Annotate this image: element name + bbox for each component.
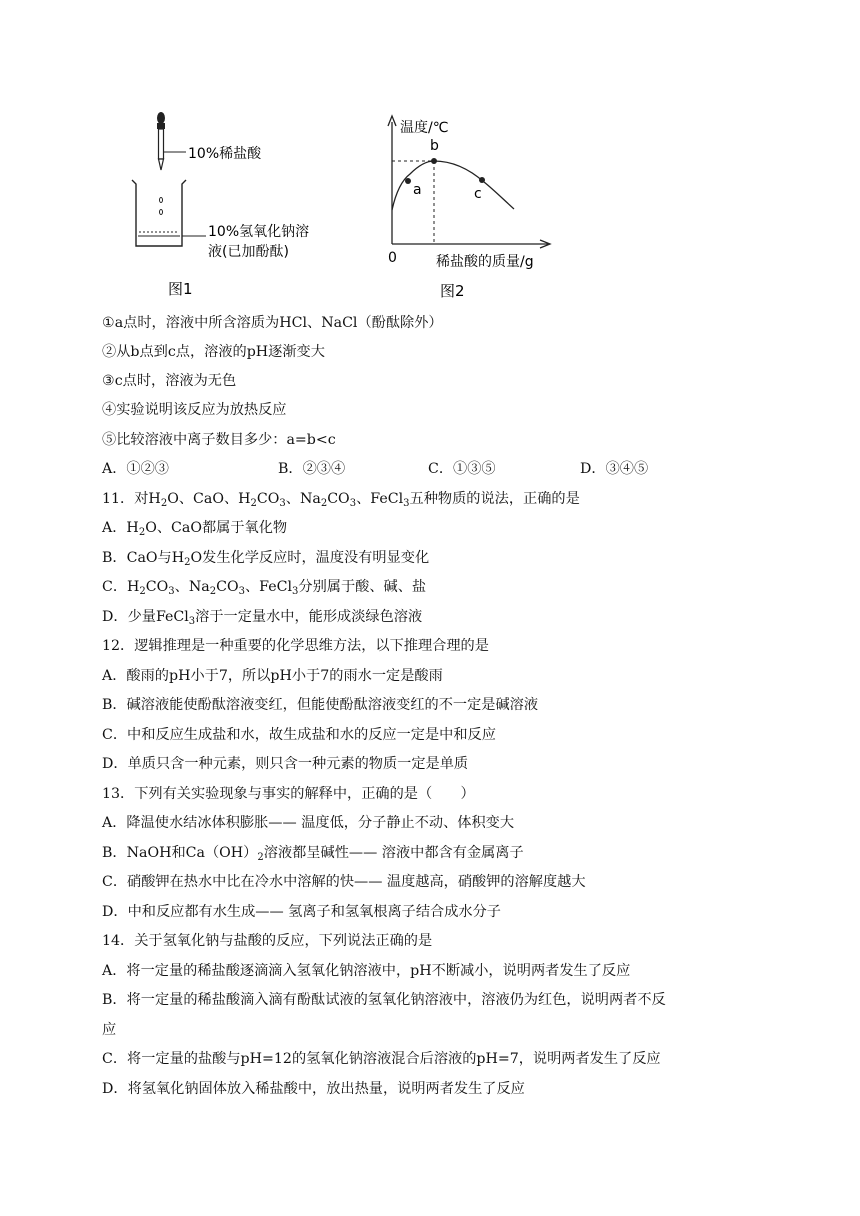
q14-option-a[interactable]: A．将一定量的稀盐酸逐滴滴入氢氧化钠溶液中，pH不断减小，说明两者发生了反应 — [102, 963, 631, 979]
q13-stem: 13．下列有关实验现象与事实的解释中，正确的是（ ） — [102, 786, 475, 802]
q10-option-b[interactable]: B．②③④ — [278, 461, 346, 477]
q13-option-c[interactable]: C．硝酸钾在热水中比在冷水中溶解的快—— 温度越高，硝酸钾的溶解度越大 — [102, 874, 586, 890]
base-label-line2: 液(已加酚酞) — [208, 244, 289, 260]
figure-2-caption: 图2 — [440, 282, 465, 300]
beaker-dropper-illustration — [126, 108, 326, 303]
q14-option-b-line2[interactable]: 应 — [102, 1022, 117, 1038]
q13-option-b[interactable]: B．NaOH和$Ca(OH)_2$溶液都呈碱性—— 溶液中都含有金属离子 — [102, 845, 524, 863]
q12-option-c[interactable]: C．中和反应生成盐和水，故生成盐和水的反应一定是中和反应 — [102, 727, 496, 743]
q12-option-a[interactable]: A．酸雨的pH小于7，所以pH小于7的雨水一定是酸雨 — [102, 668, 443, 684]
dropper-tube — [159, 129, 164, 159]
figure-1-caption: 图1 — [168, 280, 193, 298]
q11-option-d[interactable]: D．少量FeCl$_3$溶于一定量水中，能形成淡绿色溶液 — [102, 609, 423, 627]
drop-2 — [160, 210, 163, 215]
q10-option-c[interactable]: C．①③⑤ — [428, 461, 496, 477]
point-b-label: b — [430, 138, 439, 154]
figure-2-temperature-graph — [380, 112, 560, 304]
q12-option-d[interactable]: D．单质只含一种元素，则只含一种元素的物质一定是单质 — [102, 756, 469, 772]
q11-option-a[interactable]: A．$H_2O$、CaO都属于氧化物 — [102, 520, 288, 538]
statement-1: ①a点时，溶液中所含溶质为HCl、NaCl（酚酞除外） — [102, 315, 443, 331]
q14-option-d[interactable]: D．将氢氧化钠固体放入稀盐酸中，放出热量，说明两者发生了反应 — [102, 1081, 525, 1097]
x-axis-label: 稀盐酸的质量/g — [436, 254, 534, 270]
point-c-marker — [479, 177, 485, 183]
temperature-curve-chart — [380, 112, 560, 304]
q11-stem: 11．对$H_2O$、CaO、$H_2CO_3$、$Na_2CO_3$、FeCl$_3$五种物质的说法，正确的是 — [102, 491, 580, 509]
q12-option-b[interactable]: B．碱溶液能使酚酞溶液变红，但能使酚酞溶液变红的不一定是碱溶液 — [102, 697, 539, 713]
figure-1-apparatus — [126, 108, 326, 303]
q13-option-a[interactable]: A．降温使水结冰体积膨胀—— 温度低，分子静止不动、体积变大 — [102, 815, 515, 831]
q11-option-b[interactable]: B．CaO与$H_2O$发生化学反应时，温度没有明显变化 — [102, 550, 430, 568]
q14-stem: 14．关于氢氧化钠与盐酸的反应，下列说法正确的是 — [102, 933, 433, 949]
q12-stem: 12．逻辑推理是一种重要的化学思维方法，以下推理合理的是 — [102, 638, 489, 654]
q10-option-d[interactable]: D．③④⑤ — [580, 461, 649, 477]
statement-3: ③c点时，溶液为无色 — [102, 373, 237, 389]
drop-1 — [160, 198, 163, 203]
dropper-bulb — [157, 112, 165, 124]
origin-label: 0 — [388, 250, 397, 266]
statement-4: ④实验说明该反应为放热反应 — [102, 402, 287, 418]
point-a-label: a — [413, 182, 422, 198]
temperature-curve — [392, 161, 514, 210]
point-c-label: c — [474, 186, 482, 202]
dropper-collar — [157, 123, 165, 129]
statement-2: ②从b点到c点，溶液的pH逐渐变大 — [102, 344, 325, 360]
point-b-marker — [431, 158, 437, 164]
acid-label: 10%稀盐酸 — [188, 146, 262, 162]
point-a-marker — [405, 178, 411, 184]
q11-option-c[interactable]: C．$H_2CO_3$、$Na_2CO_3$、FeCl$_3$分别属于酸、碱、盐 — [102, 579, 427, 597]
q14-option-b-line1[interactable]: B．将一定量的稀盐酸滴入滴有酚酞试液的氢氧化钠溶液中，溶液仍为红色，说明两者不反 — [102, 992, 666, 1008]
dropper-tip — [159, 159, 164, 170]
statement-5: ⑤比较溶液中离子数目多少：a=b<c — [102, 432, 336, 448]
y-axis-label: 温度/℃ — [400, 120, 449, 136]
q14-option-c[interactable]: C．将一定量的盐酸与pH=12的氢氧化钠溶液混合后溶液的pH=7，说明两者发生了反应 — [102, 1051, 661, 1067]
q13-option-d[interactable]: D．中和反应都有水生成—— 氢离子和氢氧根离子结合成水分子 — [102, 904, 501, 920]
base-label-line1: 10%氢氧化钠溶 — [208, 224, 310, 240]
q10-option-a[interactable]: A．①②③ — [102, 461, 169, 477]
